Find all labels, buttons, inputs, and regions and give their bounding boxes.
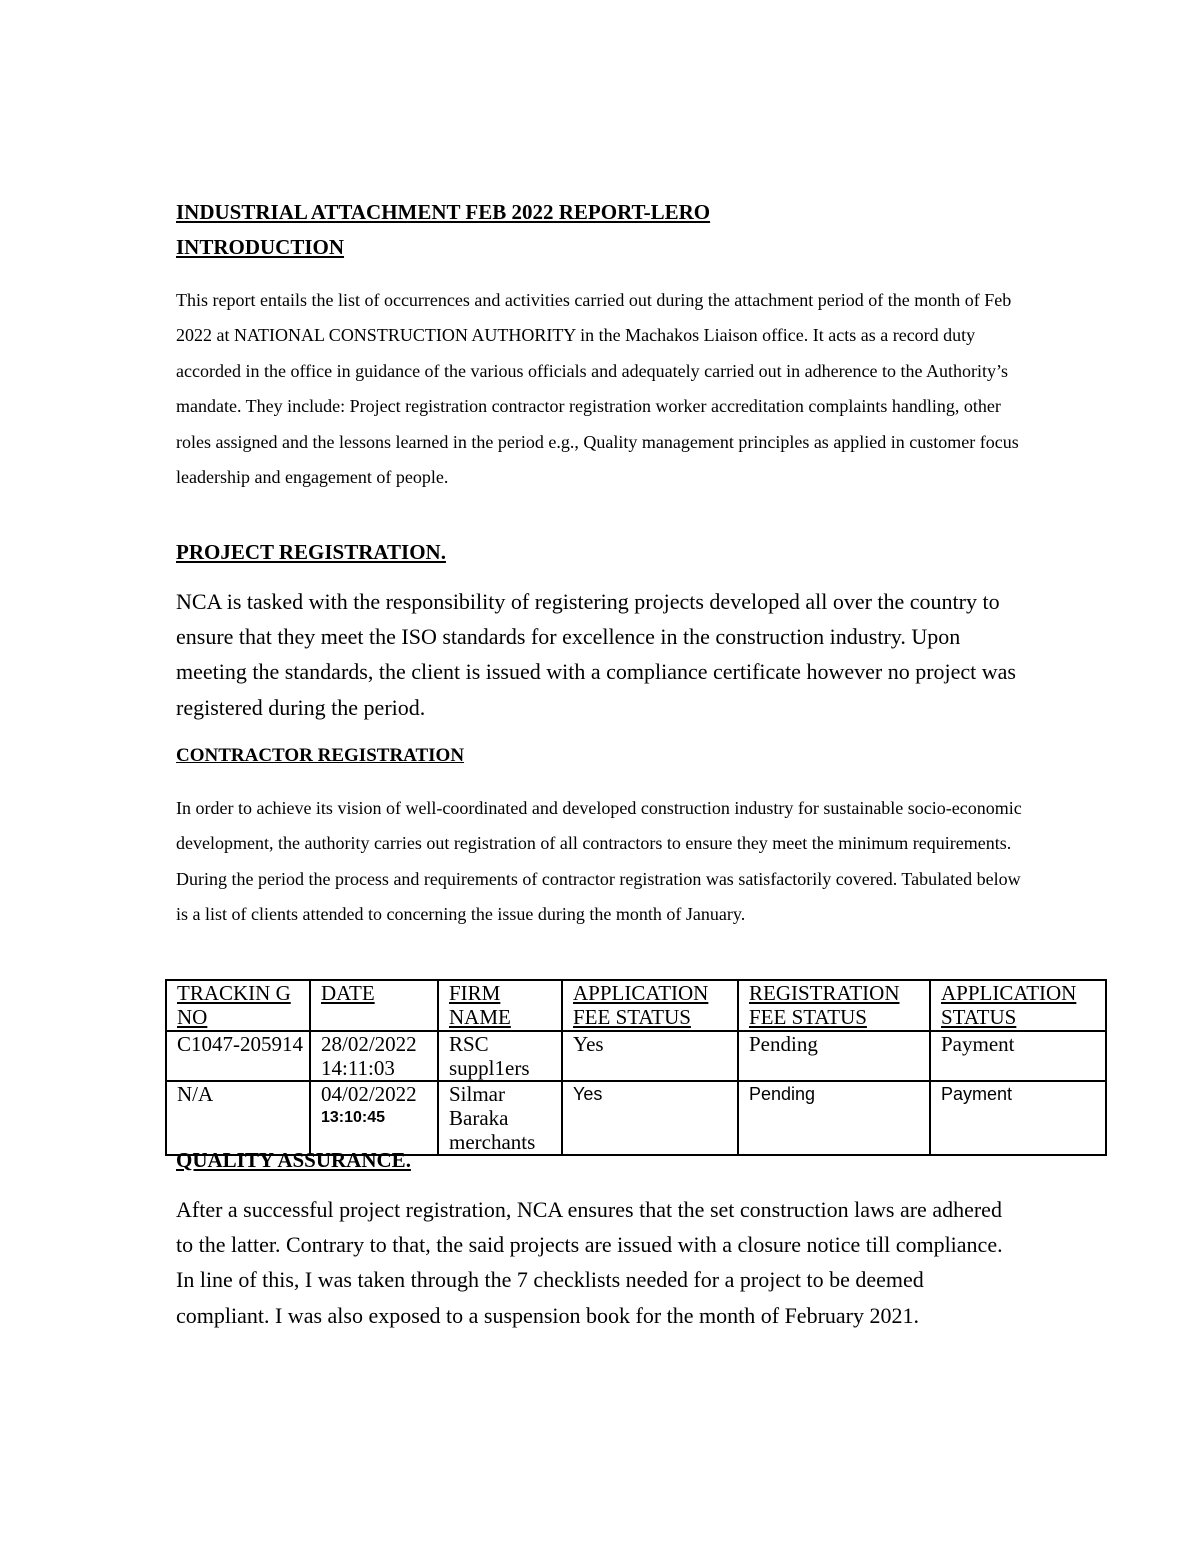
header-firm-name: FIRM NAME: [438, 980, 562, 1031]
cell-firm-name: Silmar Baraka merchants: [438, 1081, 562, 1155]
cell-date-value: 04/02/2022: [321, 1082, 417, 1106]
cell-date-value: 28/02/2022: [321, 1032, 417, 1056]
quality-assurance-paragraph: After a successful project registration, NCA ensures that the set construction laws are adhered to the latter. Contrary to that, the said projects are issued with a closure notice till compliance. In line of this, I was taken through the 7 checklists needed for a project to be deemed compliant. I was also exposed to a suspension book for the month of February 2021.: [176, 1197, 1003, 1328]
document-title: INDUSTRIAL ATTACHMENT FEB 2022 REPORT-LERO: [176, 200, 711, 224]
contractor-registration-paragraph: In order to achieve its vision of well-coordinated and developed construction industry for sustainable socio-economic development, the authority carries out registration of all contractors to ensure they meet the minimum requirements. During the period the process and requirements of contractor registration was satisfactorily covered. Tabulated below is a list of clients attended to concerning the issue during the month of January.: [176, 798, 1022, 925]
project-registration-paragraph: NCA is tasked with the responsibility of registering projects developed all over the country to ensure that they meet the ISO standards for excellence in the construction industry. Upon meeting the standards, the client is issued with a compliance certificate however no project was registered during the period.: [176, 589, 1016, 720]
cell-registration-fee-status: Pending: [738, 1081, 930, 1155]
cell-time-value: 14:11:03: [321, 1056, 395, 1080]
contractor-registration-table: [165, 979, 1107, 1156]
header-application-fee-status: APPLICATION FEE STATUS: [562, 980, 738, 1031]
table-row: [166, 1081, 1106, 1155]
cell-firm-name: RSC suppl1ers: [438, 1031, 562, 1081]
header-registration-fee-status: REGISTRATION FEE STATUS: [738, 980, 930, 1031]
table-header-row: [166, 980, 1106, 1031]
introduction-paragraph: This report entails the list of occurrences and activities carried out during the attachment period of the month of Feb 2022 at NATIONAL CONSTRUCTION AUTHORITY in the Machakos Liaison office. It acts as a record duty accorded in the office in guidance of the various officials and adequately carried out in adherence to the Authority’s mandate. They include: Project registration contractor registration worker accreditation complaints handling, other roles assigned and the lessons learned in the period e.g., Quality management principles as applied in customer focus leadership and engagement of people.: [176, 290, 1019, 488]
contractor-registration-heading: CONTRACTOR REGISTRATION: [176, 745, 465, 766]
cell-tracking-no: N/A: [166, 1081, 310, 1155]
header-application-status: APPLICATION STATUS: [930, 980, 1106, 1031]
quality-assurance-heading: QUALITY ASSURANCE.: [176, 1148, 411, 1172]
cell-time-value: 13:10:45: [321, 1109, 386, 1126]
cell-date: [310, 1081, 438, 1155]
cell-application-status: Payment: [930, 1031, 1106, 1081]
cell-application-fee-status: Yes: [562, 1081, 738, 1155]
table-row: [166, 1031, 1106, 1081]
cell-application-status: Payment: [930, 1081, 1106, 1155]
header-tracking-no: TRACKIN G NO: [166, 980, 310, 1031]
cell-tracking-no: C1047-205914: [166, 1031, 310, 1081]
cell-registration-fee-status: Pending: [738, 1031, 930, 1081]
project-registration-heading: PROJECT REGISTRATION.: [176, 540, 446, 564]
introduction-heading: INTRODUCTION: [176, 235, 345, 259]
cell-application-fee-status: Yes: [562, 1031, 738, 1081]
cell-date: [310, 1031, 438, 1081]
header-date: DATE: [310, 980, 438, 1031]
